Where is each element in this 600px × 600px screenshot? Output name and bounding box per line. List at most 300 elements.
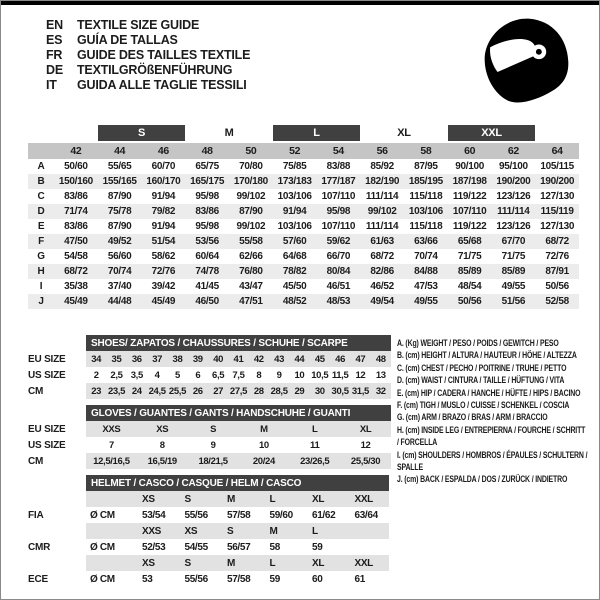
size-group-m: M <box>185 125 273 142</box>
standard-label: FIA <box>28 509 44 521</box>
helmet-size-header: XS <box>134 491 177 507</box>
size-value: 83/86 <box>185 204 229 219</box>
row-label: G <box>37 251 45 262</box>
shoes-value: 37 <box>147 351 167 367</box>
guide-title: TEXTILE SIZE GUIDE <box>77 18 200 32</box>
column-header: 46 <box>142 142 186 159</box>
size-value: 83/86 <box>64 221 88 232</box>
language-title-list <box>46 18 250 93</box>
size-value: 61/63 <box>360 234 404 249</box>
size-value: 72/76 <box>545 251 569 262</box>
shoes-value: 5 <box>175 369 180 381</box>
helmet-size-header: XL <box>304 491 347 507</box>
helmet-size-gap <box>86 523 134 539</box>
size-value: 71/75 <box>501 251 526 262</box>
guide-title: GUÍA DE TALLAS <box>77 33 178 47</box>
size-value: 48/54 <box>457 281 482 292</box>
size-value: 51/56 <box>492 294 536 309</box>
shoes-value: 2 <box>93 369 99 381</box>
size-value: 74/78 <box>185 264 229 279</box>
size-value: 127/130 <box>540 221 575 232</box>
language-code: ES <box>46 33 63 47</box>
size-group-l: L <box>273 125 361 142</box>
gloves-title-gap <box>28 405 86 421</box>
gloves-value: S <box>188 421 239 437</box>
size-value: 50/60 <box>64 161 88 172</box>
gloves-value: 11 <box>310 439 320 451</box>
size-value: 111/114 <box>492 204 536 219</box>
gloves-value: 8 <box>159 439 165 451</box>
corner-cell <box>28 125 54 142</box>
size-value: 71/74 <box>54 204 98 219</box>
shoes-value: 38 <box>167 351 187 367</box>
size-value: 65/68 <box>448 234 492 249</box>
size-value: 103/106 <box>277 191 312 202</box>
gloves-value: 12 <box>360 439 371 451</box>
column-header: 42 <box>54 142 98 159</box>
shoes-value: 28 <box>249 383 269 399</box>
shoes-value: 7,5 <box>232 369 245 381</box>
size-value: 68/72 <box>54 264 98 279</box>
size-value: 115/119 <box>535 204 579 219</box>
shoes-value: 29 <box>289 383 309 399</box>
gloves-value: 25,5/30 <box>340 453 391 469</box>
size-value: 103/106 <box>277 221 312 232</box>
size-value: 84/88 <box>404 264 448 279</box>
top-divider-bar <box>1 1 600 5</box>
shoes-value: 12 <box>355 369 366 381</box>
size-value: 46/50 <box>185 294 229 309</box>
size-value: 50/56 <box>448 294 492 309</box>
size-value: 99/102 <box>360 204 404 219</box>
size-value: 75/85 <box>282 161 307 172</box>
size-value: 44/48 <box>98 294 142 309</box>
language-row <box>46 78 250 93</box>
helmet-value: 60 <box>312 573 323 585</box>
size-value: 68/72 <box>370 251 394 262</box>
gloves-row-label: EU SIZE <box>28 423 66 435</box>
shoes-value: 9 <box>276 369 282 381</box>
row-label: B <box>28 174 54 189</box>
size-value: 49/52 <box>98 234 142 249</box>
size-value: 160/170 <box>142 174 186 189</box>
gloves-row-label: US SIZE <box>28 439 66 451</box>
column-header: 56 <box>360 142 404 159</box>
shoes-value: 24,5 <box>147 383 167 399</box>
size-value: 70/74 <box>414 251 438 262</box>
size-value: 52/58 <box>535 294 579 309</box>
size-value: 90/100 <box>455 161 485 172</box>
gloves-value: 10 <box>258 439 269 451</box>
size-value: 46/52 <box>370 281 394 292</box>
helmet-value: 54/55 <box>184 541 208 553</box>
shoes-value: 35 <box>106 351 126 367</box>
size-value: 79/82 <box>142 204 186 219</box>
helmet-size-gap <box>86 555 134 571</box>
shoes-value: 6,5 <box>212 369 225 381</box>
column-header: 54 <box>317 142 361 159</box>
diameter-unit: Ø CM <box>90 573 115 585</box>
size-value: 185/195 <box>404 174 448 189</box>
helmet-size-header: XXL <box>347 555 390 571</box>
size-value: 85/89 <box>492 264 536 279</box>
gloves-value: 9 <box>210 439 216 451</box>
shoes-title-gap <box>28 335 86 351</box>
column-header: 60 <box>448 142 492 159</box>
size-value: 173/183 <box>273 174 317 189</box>
size-value: 72/76 <box>142 264 186 279</box>
shoes-value: 39 <box>188 351 208 367</box>
row-label: E <box>37 221 45 232</box>
helmet-value: 57/58 <box>227 573 251 585</box>
size-value: 64/68 <box>282 251 307 262</box>
shoes-value: 28,5 <box>269 383 289 399</box>
size-value: 190/200 <box>492 174 536 189</box>
size-value: 87/90 <box>107 221 132 232</box>
helmet-size-header: L <box>262 555 305 571</box>
shoes-value: 25,5 <box>167 383 187 399</box>
size-value: 37/40 <box>107 281 132 292</box>
size-group-empty <box>54 125 98 142</box>
shoes-value: 23 <box>86 383 106 399</box>
helmet-size-gap <box>28 523 86 539</box>
helmet-value: 57/58 <box>227 509 251 521</box>
row-label: J <box>28 294 54 309</box>
guide-title: GUIDA ALLE TAGLIE TESSILI <box>77 78 247 92</box>
size-value: 35/38 <box>64 281 88 292</box>
shoes-value: 44 <box>289 351 309 367</box>
shoes-value: 27,5 <box>228 383 248 399</box>
size-value: 57/60 <box>273 234 317 249</box>
size-value: 87/90 <box>229 204 273 219</box>
main-size-table <box>28 125 579 309</box>
size-value: 56/60 <box>107 251 132 262</box>
language-row <box>46 48 250 63</box>
shoes-value: 43 <box>269 351 289 367</box>
gloves-value: 20/24 <box>238 453 289 469</box>
helmet-value: 55/56 <box>184 573 208 585</box>
size-value: 45/50 <box>282 281 307 292</box>
shoes-value: 4 <box>154 369 160 381</box>
size-value: 43/47 <box>239 281 263 292</box>
shoes-value: 27 <box>208 383 228 399</box>
helmet-size-header: M <box>219 555 262 571</box>
size-value: 83/88 <box>326 161 351 172</box>
size-value: 48/53 <box>317 294 361 309</box>
shoes-value: 30 <box>310 383 330 399</box>
shoes-value: 2,5 <box>110 369 123 381</box>
size-value: 85/89 <box>448 264 492 279</box>
language-row <box>46 63 250 78</box>
size-value: 95/98 <box>195 221 219 232</box>
column-header: 64 <box>535 142 579 159</box>
size-value: 107/110 <box>321 191 356 202</box>
diameter-unit: Ø CM <box>90 541 115 553</box>
size-value: 111/114 <box>365 191 399 202</box>
guide-title: TEXTILGRÖßENFÜHRUNG <box>77 63 233 77</box>
legend-item: E. (cm) HIP / CADERA / HANCHE / HÜFTE / HIPS / BACINO <box>397 387 581 399</box>
column-header: 44 <box>98 142 142 159</box>
guide-title: GUIDE DES TAILLES TEXTILE <box>77 48 251 62</box>
shoes-table <box>28 335 391 399</box>
helmet-size-gap <box>86 491 134 507</box>
helmet-size-gap <box>28 491 86 507</box>
helmet-value: 56/57 <box>227 541 251 553</box>
helmet-value: 58 <box>269 541 280 553</box>
size-value: 123/126 <box>496 191 531 202</box>
size-value: 107/110 <box>448 204 492 219</box>
shoes-row-label: US SIZE <box>28 369 66 381</box>
gloves-value: 12,5/16,5 <box>86 453 137 469</box>
size-value: 107/110 <box>321 221 356 232</box>
helmet-value: 52/53 <box>142 541 166 553</box>
gloves-table <box>28 405 391 469</box>
helmet-size-header <box>347 523 390 539</box>
shoes-row-label: EU SIZE <box>28 353 66 365</box>
size-value: 111/114 <box>365 221 399 232</box>
size-value: 51/54 <box>142 234 186 249</box>
size-value: 60/70 <box>151 161 176 172</box>
legend-item: D. (cm) WAIST / CINTURA / TAILLE / HÜFTUNG / VITA <box>397 375 565 387</box>
helmet-title-gap <box>28 475 86 491</box>
size-value: 123/126 <box>496 221 531 232</box>
diameter-unit: Ø CM <box>90 509 115 521</box>
row-label: F <box>28 234 54 249</box>
size-value: 95/100 <box>498 161 528 172</box>
size-value: 170/180 <box>229 174 273 189</box>
size-value: 63/66 <box>404 234 448 249</box>
gloves-value: 16,5/19 <box>137 453 188 469</box>
row-label: D <box>28 204 54 219</box>
size-value: 62/66 <box>239 251 263 262</box>
size-value: 105/115 <box>540 161 574 172</box>
size-value: 99/102 <box>236 221 266 232</box>
shoes-value: 30,5 <box>330 383 350 399</box>
size-value: 91/94 <box>151 221 176 232</box>
size-value: 85/92 <box>370 161 394 172</box>
size-value: 49/55 <box>501 281 526 292</box>
legend-item: I. (cm) SHOULDERS / HOMBROS / ÉPAULES / SCHULTERN / SPALLE <box>397 449 588 474</box>
helmet-size-header: M <box>219 491 262 507</box>
shoes-value: 36 <box>127 351 147 367</box>
size-value: 91/94 <box>151 191 176 202</box>
shoes-value: 31,5 <box>350 383 370 399</box>
size-value: 47/51 <box>229 294 273 309</box>
size-value: 66/70 <box>326 251 351 262</box>
helmet-value: 55/56 <box>184 509 208 521</box>
shoes-value: 34 <box>86 351 106 367</box>
gloves-value: M <box>238 421 289 437</box>
size-value: 115/118 <box>409 221 443 232</box>
size-value: 82/86 <box>360 264 404 279</box>
shoes-value: 40 <box>208 351 228 367</box>
size-value: 46/51 <box>326 281 351 292</box>
size-value: 70/80 <box>239 161 263 172</box>
helmet-size-header: L <box>262 491 305 507</box>
gloves-row-label: CM <box>28 455 44 467</box>
row-label: C <box>37 191 45 202</box>
size-value: 39/42 <box>151 281 176 292</box>
legend-item: H. (cm) INSIDE LEG / ENTREPIERNA / FOURCHE / SCHRITT / FORCELLA <box>397 424 586 449</box>
size-value: 187/198 <box>448 174 492 189</box>
language-code: IT <box>46 78 57 92</box>
shoes-value: 24 <box>127 383 147 399</box>
gloves-value: 7 <box>108 439 114 451</box>
size-value: 59/62 <box>317 234 361 249</box>
helmet-title: HELMET / CASCO / CASQUE / HELM / CASCO <box>86 475 389 491</box>
helmet-icon <box>480 16 572 106</box>
helmet-size-header: XXL <box>347 491 390 507</box>
language-row <box>46 33 250 48</box>
helmet-size-header: L <box>304 523 347 539</box>
size-value: 55/65 <box>107 161 132 172</box>
size-value: 75/78 <box>98 204 142 219</box>
gloves-title: GLOVES / GUANTES / GANTS / HANDSCHUHE / GUANTI <box>86 405 391 421</box>
shoes-value: 6 <box>195 369 201 381</box>
size-group-empty <box>535 125 579 142</box>
size-value: 70/74 <box>98 264 142 279</box>
size-value: 47/53 <box>414 281 438 292</box>
size-value: 155/165 <box>98 174 142 189</box>
size-value: 55/58 <box>229 234 273 249</box>
size-value: 50/56 <box>545 281 569 292</box>
size-value: 76/80 <box>229 264 273 279</box>
helmet-value <box>347 539 390 555</box>
size-value: 54/58 <box>64 251 88 262</box>
helmet-value: 53 <box>142 573 153 585</box>
size-value: 41/45 <box>195 281 219 292</box>
helmet-size-header: XS <box>177 523 220 539</box>
size-value: 99/102 <box>236 191 266 202</box>
helmet-value: 61 <box>354 573 365 585</box>
legend-item: G. (cm) ARM / BRAZO / BRAS / ARM / BRACCIO <box>397 412 548 424</box>
shoes-value: 8 <box>256 369 262 381</box>
column-header: 62 <box>492 142 536 159</box>
shoes-value: 47 <box>350 351 370 367</box>
corner-cell <box>28 142 54 159</box>
shoes-value: 13 <box>375 369 386 381</box>
row-label: H <box>28 264 54 279</box>
shoes-value: 3,5 <box>130 369 143 381</box>
shoes-value: 23,5 <box>106 383 126 399</box>
language-code: FR <box>46 48 63 62</box>
column-header: 52 <box>273 142 317 159</box>
size-value: 60/64 <box>195 251 219 262</box>
gloves-value: XS <box>137 421 188 437</box>
helmet-table <box>28 475 389 587</box>
helmet-size-header: S <box>177 555 220 571</box>
size-value: 127/130 <box>540 191 575 202</box>
column-header: 50 <box>229 142 273 159</box>
size-value: 87/91 <box>535 264 579 279</box>
size-value: 150/160 <box>54 174 98 189</box>
helmet-value: 59 <box>269 573 280 585</box>
legend-item: B. (cm) HEIGHT / ALTURA / HAUTEUR / HÖHE / ALTEZZA <box>397 350 577 362</box>
shoes-value: 45 <box>310 351 330 367</box>
language-code: DE <box>46 63 63 77</box>
size-value: 49/54 <box>360 294 404 309</box>
size-value: 119/122 <box>452 221 487 232</box>
legend-item: F. (cm) TIGH / MUSLO / CUISSE / SCHENKEL / COSCIA <box>397 400 570 412</box>
row-label: I <box>39 281 43 292</box>
size-value: 91/94 <box>273 204 317 219</box>
shoes-value: 42 <box>249 351 269 367</box>
shoes-value: 11,5 <box>331 369 349 381</box>
helmet-size-gap <box>28 555 86 571</box>
size-value: 67/70 <box>492 234 536 249</box>
helmet-value: 61/62 <box>312 509 336 521</box>
helmet-size-header: XXS <box>134 523 177 539</box>
size-group-xxl: XXL <box>448 125 536 142</box>
helmet-value: 53/54 <box>142 509 166 521</box>
size-value: 71/75 <box>457 251 482 262</box>
shoes-value: 26 <box>188 383 208 399</box>
helmet-size-header: M <box>262 523 305 539</box>
size-value: 68/72 <box>535 234 579 249</box>
size-value: 53/56 <box>185 234 229 249</box>
lower-tables <box>28 335 391 593</box>
gloves-value: XXS <box>86 421 137 437</box>
standard-label: CMR <box>28 541 51 553</box>
size-value: 165/175 <box>185 174 229 189</box>
size-value: 83/86 <box>64 191 88 202</box>
shoes-row-label: CM <box>28 385 44 397</box>
size-group-s: S <box>98 125 186 142</box>
measurement-legend <box>397 338 588 487</box>
shoes-value: 48 <box>371 351 391 367</box>
size-value: 119/122 <box>452 191 487 202</box>
size-value: 49/55 <box>404 294 448 309</box>
legend-item: J. (cm) BACK / ESPALDA / DOS / ZURÜCK / INDIETRO <box>397 474 568 486</box>
size-value: 80/84 <box>317 264 361 279</box>
size-value: 115/118 <box>409 191 443 202</box>
column-header: 48 <box>185 142 229 159</box>
shoes-title: SHOES/ ZAPATOS / CHAUSSURES / SCHUHE / SCARPE <box>86 335 391 351</box>
size-value: 87/90 <box>107 191 132 202</box>
size-value: 95/98 <box>195 191 219 202</box>
size-value: 177/187 <box>317 174 361 189</box>
legend-item: C. (cm) CHEST / PECHO / POITRINE / TRUHE / PETTO <box>397 362 567 374</box>
gloves-value: XL <box>340 421 391 437</box>
helmet-value: 59 <box>312 541 323 553</box>
shoes-value: 41 <box>228 351 248 367</box>
language-code: EN <box>46 18 63 32</box>
size-value: 45/49 <box>142 294 186 309</box>
size-value: 78/82 <box>273 264 317 279</box>
size-value: 58/62 <box>151 251 176 262</box>
column-header: 58 <box>404 142 448 159</box>
helmet-value: 59/60 <box>269 509 293 521</box>
size-value: 190/200 <box>535 174 579 189</box>
size-value: 95/98 <box>317 204 361 219</box>
shoes-value: 10 <box>294 369 305 381</box>
helmet-size-header: XL <box>304 555 347 571</box>
size-value: 48/52 <box>273 294 317 309</box>
language-row <box>46 18 250 33</box>
helmet-size-header: XS <box>134 555 177 571</box>
legend-item: A. (Kg) WEIGHT / PESO / POIDS / GEWITCH / PESO <box>397 338 559 349</box>
helmet-size-header: S <box>177 491 220 507</box>
shoes-value: 32 <box>371 383 391 399</box>
size-value: 103/106 <box>404 204 448 219</box>
size-value: 182/190 <box>360 174 404 189</box>
gloves-value: 23/26,5 <box>289 453 340 469</box>
row-label: A <box>37 161 45 172</box>
gloves-value: 18/21,5 <box>188 453 239 469</box>
shoes-value: 10,5 <box>311 369 329 381</box>
size-group-xl: XL <box>360 125 448 142</box>
shoes-value: 46 <box>330 351 350 367</box>
